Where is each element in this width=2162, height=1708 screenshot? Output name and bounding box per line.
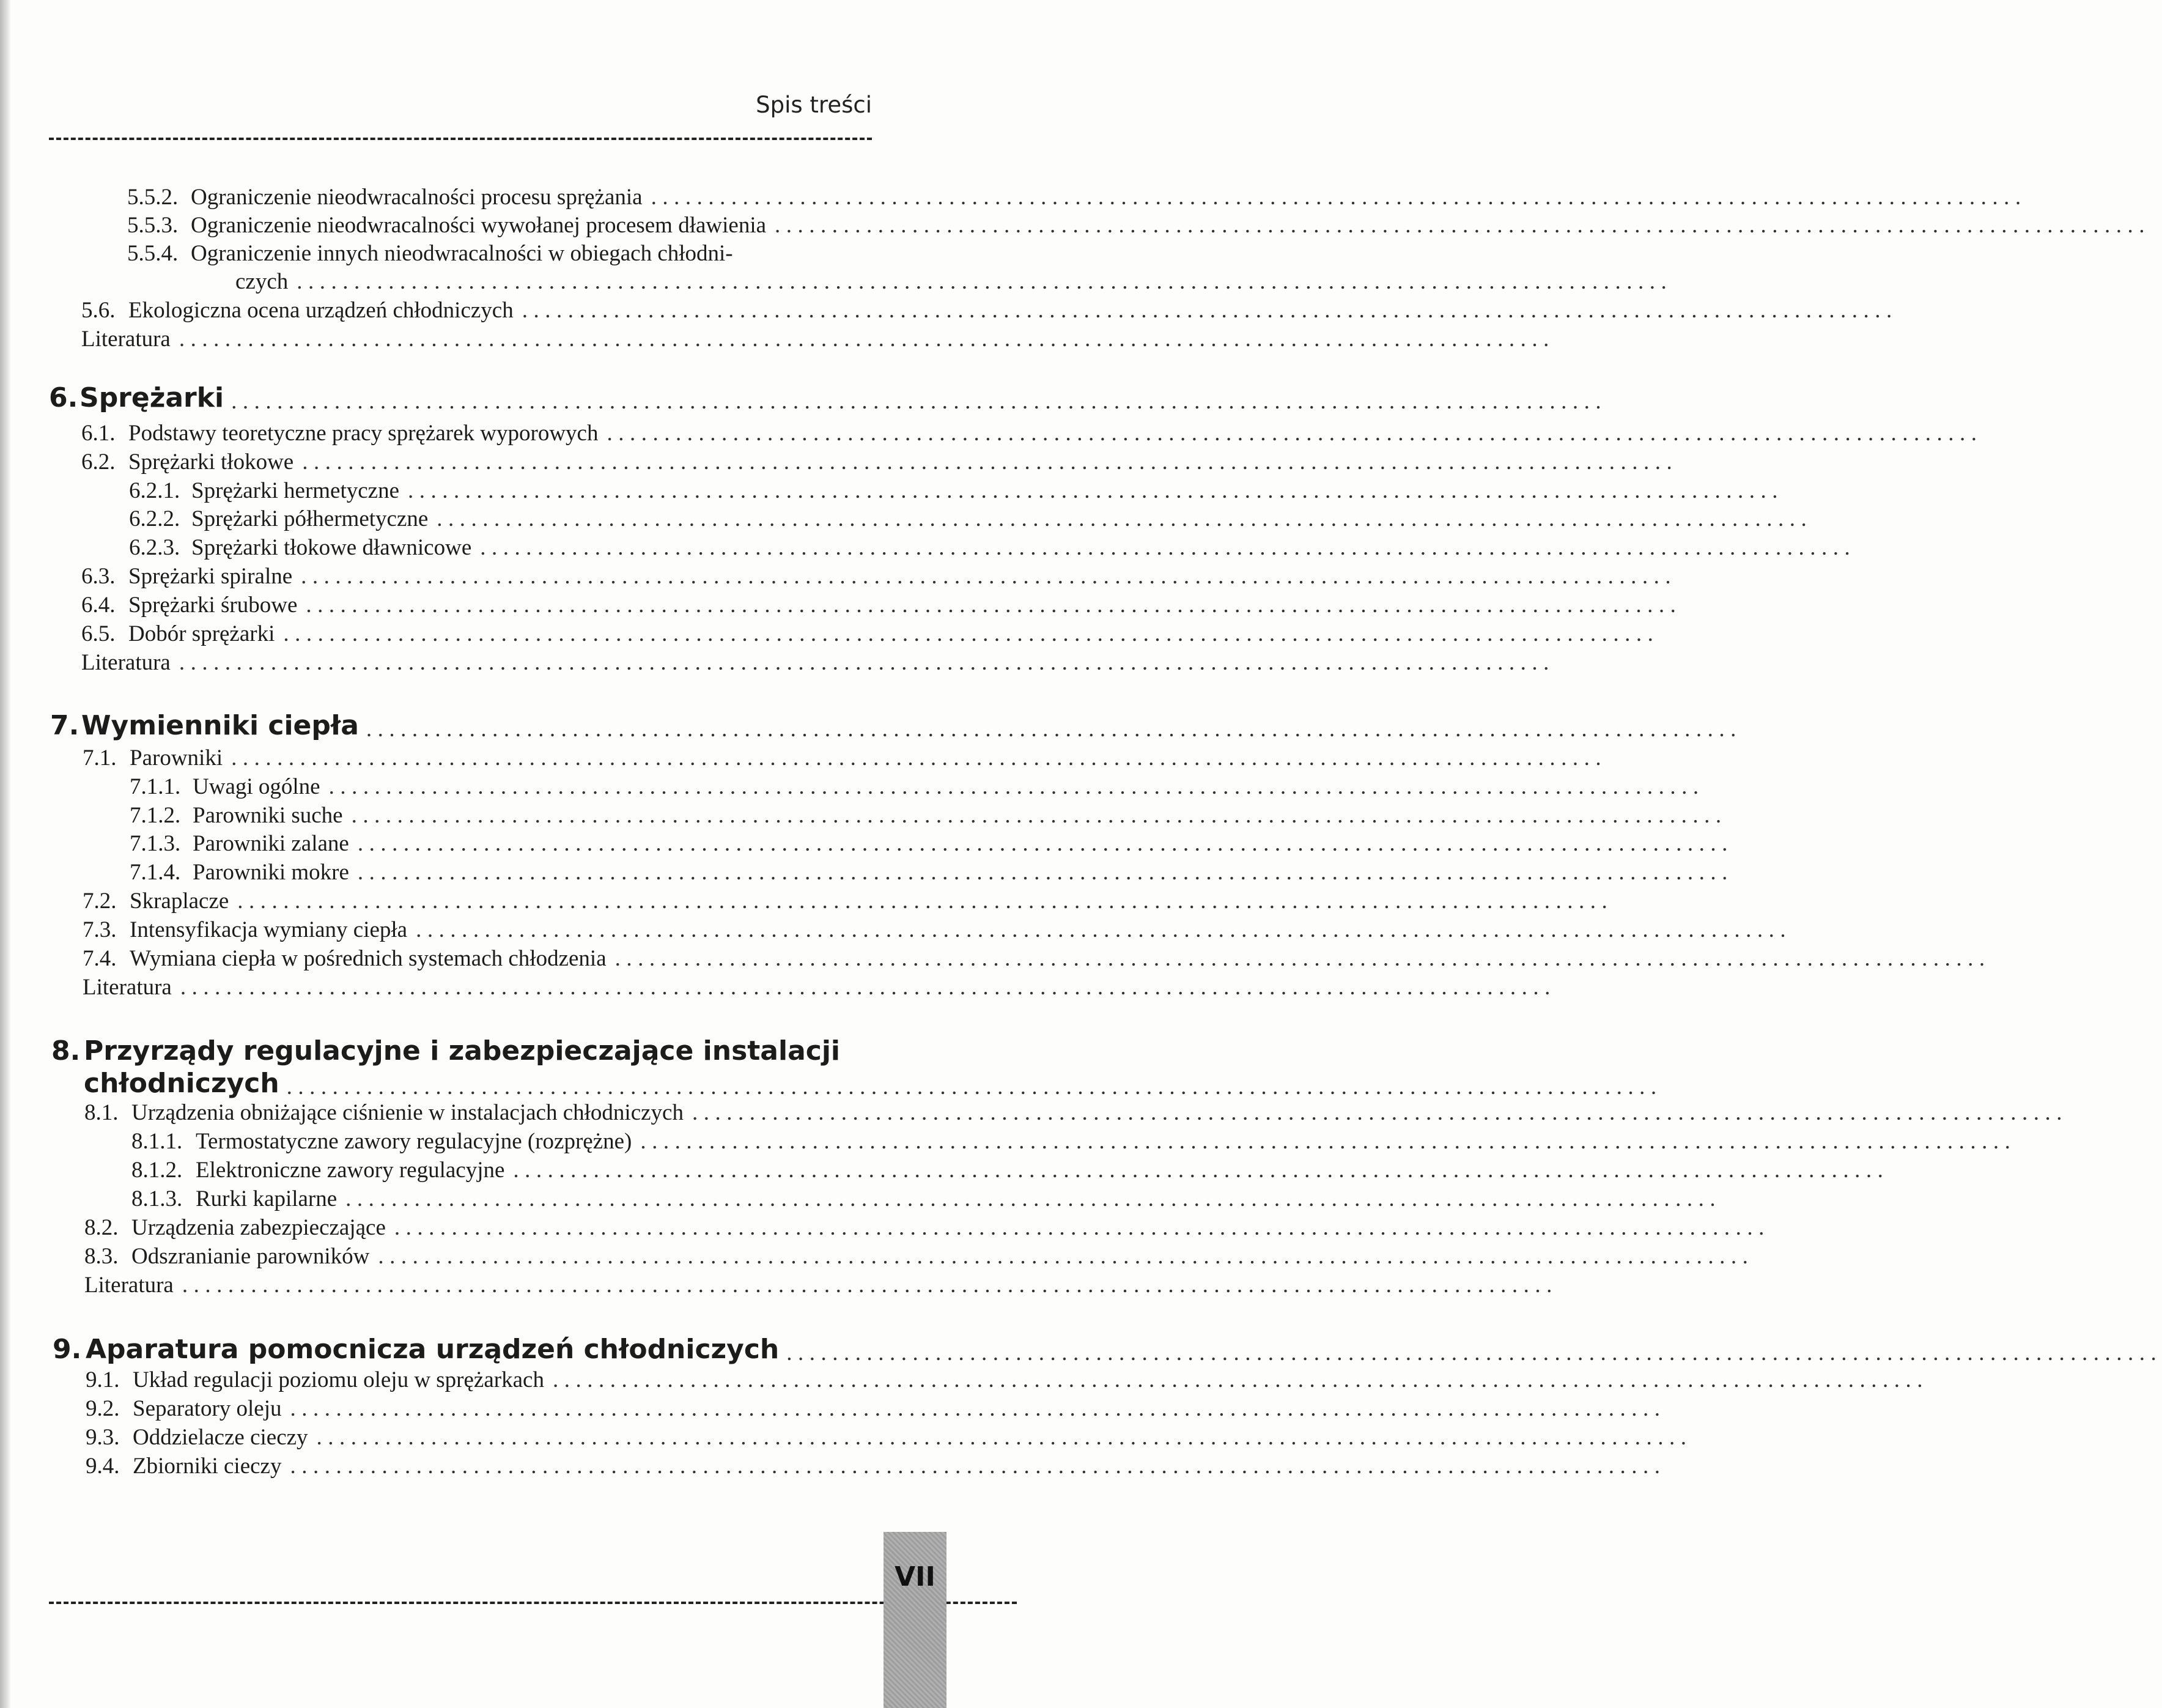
toc-entry-number: 7.1.4.: [130, 860, 181, 885]
chapter-number: 9.: [53, 1334, 82, 1365]
chapter-number: 8.: [51, 1035, 81, 1067]
toc-dot-leader: ........................................................................................................................: [290, 1454, 1666, 1479]
toc-dot-leader: ........................................................................................................................: [302, 449, 1678, 475]
toc-entry-title: Literatura: [81, 650, 171, 675]
toc-dot-leader: ........................................................................................................................: [552, 1367, 1928, 1392]
chapter-number: 7.: [50, 710, 79, 741]
toc-entry-title: Parowniki zalane: [193, 831, 349, 856]
toc-entry-number: 8.1.: [84, 1100, 119, 1125]
toc-entry-number: 6.2.3.: [129, 535, 180, 560]
toc-entry-number: 8.3.: [84, 1244, 119, 1269]
toc-entry-number: 6.5.: [81, 621, 116, 646]
toc-entry-title: Ograniczenie nieodwracalności procesu sprężania: [191, 185, 643, 210]
toc-entry-title: Elektroniczne zawory regulacyjne: [196, 1158, 505, 1183]
toc-entry-number: 6.4.: [81, 593, 116, 618]
toc-entry-title: Sprężarki śrubowe: [128, 593, 298, 618]
toc-entry-title: Skraplacze: [130, 889, 229, 914]
toc-dot-leader: ........................................................................................................................: [290, 1396, 1666, 1421]
toc-entry-title: Dobór sprężarki: [128, 621, 275, 646]
toc-entry-title: Sprężarki tłokowe dławnicowe: [191, 535, 472, 560]
toc-entry-title: Sprężarki półhermetyczne: [191, 506, 429, 531]
scan-gutter-shadow: [0, 0, 11, 1708]
toc-entry-number: 6.3.: [81, 564, 116, 589]
chapter-number: 6.: [49, 382, 78, 413]
toc-dot-leader: ........................................................................................................................: [316, 1425, 1692, 1450]
toc-entry-title: Urządzenia obniżające ciśnienie w instalacjach chłodniczych: [131, 1100, 684, 1125]
toc-entry-number: 5.6.: [81, 298, 116, 323]
toc-entry-title: Separatory oleju: [133, 1396, 282, 1421]
toc-dot-leader: ........................................................................................................................: [480, 535, 1856, 560]
toc-entry-number: 7.4.: [83, 946, 117, 971]
toc-entry-title: Literatura: [83, 975, 172, 1000]
toc-dot-leader: ........................................................................................................................: [394, 1215, 1770, 1240]
toc-dot-leader: ........................................................................................................................: [351, 803, 1727, 828]
toc-entry-number: 7.1.: [83, 745, 117, 771]
toc-entry-number: 8.1.1.: [131, 1129, 183, 1154]
toc-dot-leader: ........................................................................................................................: [306, 593, 1682, 618]
toc-dot-leader: ........................................................................................................................: [182, 1273, 1558, 1298]
toc-entry-number: 8.1.3.: [131, 1186, 183, 1211]
toc-entry-title: Ograniczenie nieodwracalności wywołanej procesem dławienia: [191, 213, 767, 238]
toc-entry-number: 7.1.2.: [130, 803, 181, 828]
toc-entry-number: 7.1.1.: [130, 774, 181, 799]
toc-entry-title: Układ regulacji poziomu oleju w sprężarkach: [133, 1367, 544, 1392]
toc-entry-number: 7.2.: [83, 889, 117, 914]
toc-entry-title: Odszranianie parowników: [131, 1244, 370, 1269]
toc-entry-title: Zbiorniki cieczy: [133, 1454, 282, 1479]
toc-dot-leader: ........................................................................................................................: [180, 975, 1556, 1000]
chapter-title-continued: chłodniczych: [84, 1068, 279, 1099]
toc-entry-number: 6.2.2.: [129, 506, 180, 531]
toc-dot-leader: ........................................................................................................................: [357, 831, 1733, 856]
toc-entry-number: 5.5.4.: [127, 241, 179, 266]
page-number-tab: [884, 1532, 946, 1708]
chapter-dot-leader: ........................................................................................................................: [286, 1074, 1662, 1100]
toc-entry-number: 8.2.: [84, 1215, 119, 1240]
toc-dot-leader: ........................................................................................................................: [328, 774, 1705, 799]
toc-entry-title: Intensyfikacja wymiany ciepła: [130, 917, 408, 942]
toc-entry-number: 6.2.1.: [129, 478, 180, 503]
toc-dot-leader: ........................................................................................................................: [614, 946, 1991, 971]
page-number: VII: [895, 1561, 935, 1592]
toc-entry-title: Termostatyczne zawory regulacyjne (rozprężne): [196, 1129, 632, 1154]
toc-entry-title: czych: [235, 269, 289, 294]
toc-dot-leader: ........................................................................................................................: [283, 621, 1659, 646]
toc-dot-leader: ........................................................................................................................: [297, 269, 1673, 294]
toc-dot-leader: ........................................................................................................................: [231, 745, 1607, 771]
header-rule: [49, 138, 872, 140]
toc-dot-leader: ........................................................................................................................: [345, 1186, 1722, 1211]
toc-entry-number: 7.3.: [83, 917, 117, 942]
toc-dot-leader: ........................................................................................................................: [775, 213, 2151, 238]
chapter-title: Wymienniki ciepła: [81, 710, 359, 741]
toc-dot-leader: ........................................................................................................................: [607, 421, 1983, 446]
toc-entry-number: 9.2.: [86, 1396, 120, 1421]
toc-entry-title: Ekologiczna ocena urządzeń chłodniczych: [128, 298, 514, 323]
toc-entry-title: Parowniki: [130, 745, 223, 771]
toc-entry-title: Podstawy teoretyczne pracy sprężarek wyporowych: [128, 421, 599, 446]
toc-entry-title: Sprężarki tłokowe: [128, 449, 294, 475]
chapter-dot-leader: ........................................................................................................................: [786, 1340, 2162, 1366]
toc-entry-number: 6.1.: [81, 421, 116, 446]
toc-entry-number: 6.2.: [81, 449, 116, 475]
toc-dot-leader: ........................................................................................................................: [651, 185, 2027, 210]
toc-dot-leader: ........................................................................................................................: [692, 1100, 2068, 1125]
toc-dot-leader: ........................................................................................................................: [416, 917, 1792, 942]
running-header: Spis treści: [756, 92, 872, 118]
chapter-title: Aparatura pomocnicza urządzeń chłodniczych: [86, 1334, 780, 1365]
toc-entry-title: Literatura: [84, 1273, 174, 1298]
toc-entry-title: Rurki kapilarne: [196, 1186, 338, 1211]
toc-dot-leader: ........................................................................................................................: [437, 506, 1813, 531]
toc-entry-number: 5.5.2.: [127, 185, 179, 210]
footer-rule: [49, 1602, 1017, 1604]
toc-entry-title: Uwagi ogólne: [193, 774, 320, 799]
toc-entry-title: Parowniki suche: [193, 803, 343, 828]
toc-dot-leader: ........................................................................................................................: [408, 478, 1784, 503]
toc-entry-number: 7.1.3.: [130, 831, 181, 856]
toc-dot-leader: ........................................................................................................................: [513, 1158, 1889, 1183]
chapter-title: Przyrządy regulacyjne i zabezpieczające instalacji: [84, 1035, 841, 1067]
toc-dot-leader: ........................................................................................................................: [357, 860, 1733, 885]
chapter-title: Sprężarki: [79, 382, 224, 413]
toc-entry-number: 9.1.: [86, 1367, 120, 1392]
toc-entry-title: Oddzielacze cieczy: [133, 1425, 308, 1450]
toc-entry-number: 8.1.2.: [131, 1158, 183, 1183]
toc-dot-leader: ........................................................................................................................: [179, 327, 1555, 352]
chapter-dot-leader: ........................................................................................................................: [366, 717, 1742, 742]
toc-dot-leader: ........................................................................................................................: [522, 298, 1898, 323]
toc-entry-number: 5.5.3.: [127, 213, 179, 238]
toc-dot-leader: ........................................................................................................................: [301, 564, 1677, 589]
toc-dot-leader: ........................................................................................................................: [237, 889, 1614, 914]
toc-entry-title: Sprężarki spiralne: [128, 564, 293, 589]
toc-dot-leader: ........................................................................................................................: [378, 1244, 1754, 1269]
toc-entry-title: Parowniki mokre: [193, 860, 349, 885]
toc-dot-leader: ........................................................................................................................: [179, 650, 1555, 675]
toc-entry-title: Sprężarki hermetyczne: [191, 478, 400, 503]
toc-entry-number: 9.4.: [86, 1454, 120, 1479]
toc-dot-leader: ........................................................................................................................: [640, 1129, 2016, 1154]
toc-entry-title: Wymiana ciepła w pośrednich systemach chłodzenia: [130, 946, 607, 971]
toc-entry-title: Ograniczenie innych nieodwracalności w obiegach chłodni-: [191, 241, 733, 266]
toc-entry-title: Urządzenia zabezpieczające: [131, 1215, 386, 1240]
chapter-dot-leader: ........................................................................................................................: [231, 389, 1607, 414]
toc-entry-number: 9.3.: [86, 1425, 120, 1450]
toc-entry-title: Literatura: [81, 327, 171, 352]
